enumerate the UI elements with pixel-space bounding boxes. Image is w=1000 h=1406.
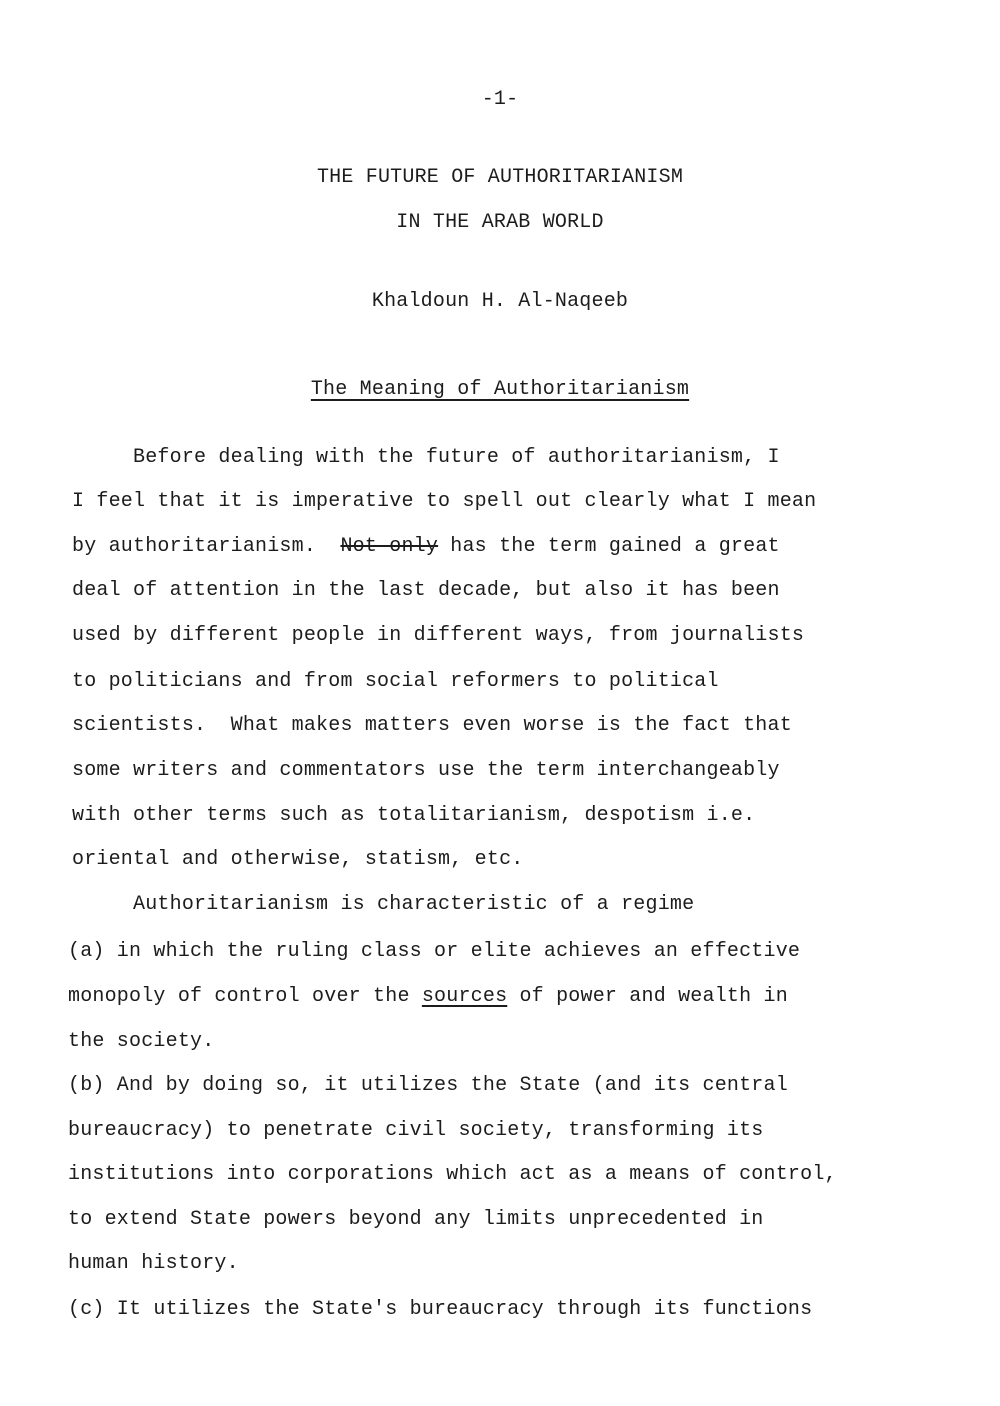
paragraph-1-line-8: some writers and commentators use the term interchangeably	[72, 759, 780, 782]
section-heading-text: The Meaning of Authoritarianism	[310, 378, 690, 401]
paragraph-2-line-1: Authoritarianism is characteristic of a regime	[72, 893, 695, 916]
list-item-b-line-3: institutions into corporations which act as a means of control,	[68, 1163, 837, 1186]
list-item-b-line-1: (b) And by doing so, it utilizes the State (and its central	[68, 1074, 788, 1097]
section-heading	[0, 378, 1000, 402]
paragraph-1-line-6: to politicians and from social reformers to political	[72, 670, 719, 693]
list-item-b-line-2: bureaucracy) to penetrate civil society, transforming its	[68, 1119, 764, 1142]
title-line-1: THE FUTURE OF AUTHORITARIANISM	[316, 166, 684, 189]
underlined-word: sources	[421, 985, 508, 1008]
list-item-a-line-2-end: of power and wealth in	[507, 985, 788, 1008]
paragraph-1-line-2: I feel that it is imperative to spell out clearly what I mean	[72, 490, 817, 513]
list-item-a-line-2	[68, 985, 788, 1009]
list-item-a-line-1: (a) in which the ruling class or elite achieves an effective	[68, 940, 801, 963]
list-item-a-line-2-start: monopoly of control over the	[68, 985, 422, 1008]
paragraph-1-line-9: with other terms such as totalitarianism, despotism i.e.	[72, 804, 756, 827]
struck-text: Not only	[340, 535, 439, 558]
list-item-b-line-5: human history.	[68, 1252, 239, 1275]
paragraph-1-line-1: Before dealing with the future of authoritarianism, I	[72, 446, 780, 469]
page-number: -1-	[481, 88, 519, 111]
paragraph-1-line-3	[72, 535, 780, 559]
title-line-2: IN THE ARAB WORLD	[396, 211, 604, 234]
author-name: Khaldoun H. Al-Naqeeb	[371, 290, 629, 313]
paragraph-1-line-7: scientists. What makes matters even worse is the fact that	[72, 714, 792, 737]
paragraph-1-line-3-start: by authoritarianism.	[72, 535, 341, 558]
paragraph-1-line-3-end: has the term gained a great	[438, 535, 780, 558]
paragraph-1-line-5: used by different people in different ways, from journalists	[72, 624, 805, 647]
paragraph-1-line-4: deal of attention in the last decade, but also it has been	[72, 579, 780, 602]
list-item-b-line-4: to extend State powers beyond any limits unprecedented in	[68, 1208, 764, 1231]
list-item-a-line-3: the society.	[68, 1030, 215, 1053]
paragraph-1-line-10: oriental and otherwise, statism, etc.	[72, 848, 524, 871]
list-item-c-line-1: (c) It utilizes the State's bureaucracy through its functions	[68, 1298, 813, 1321]
